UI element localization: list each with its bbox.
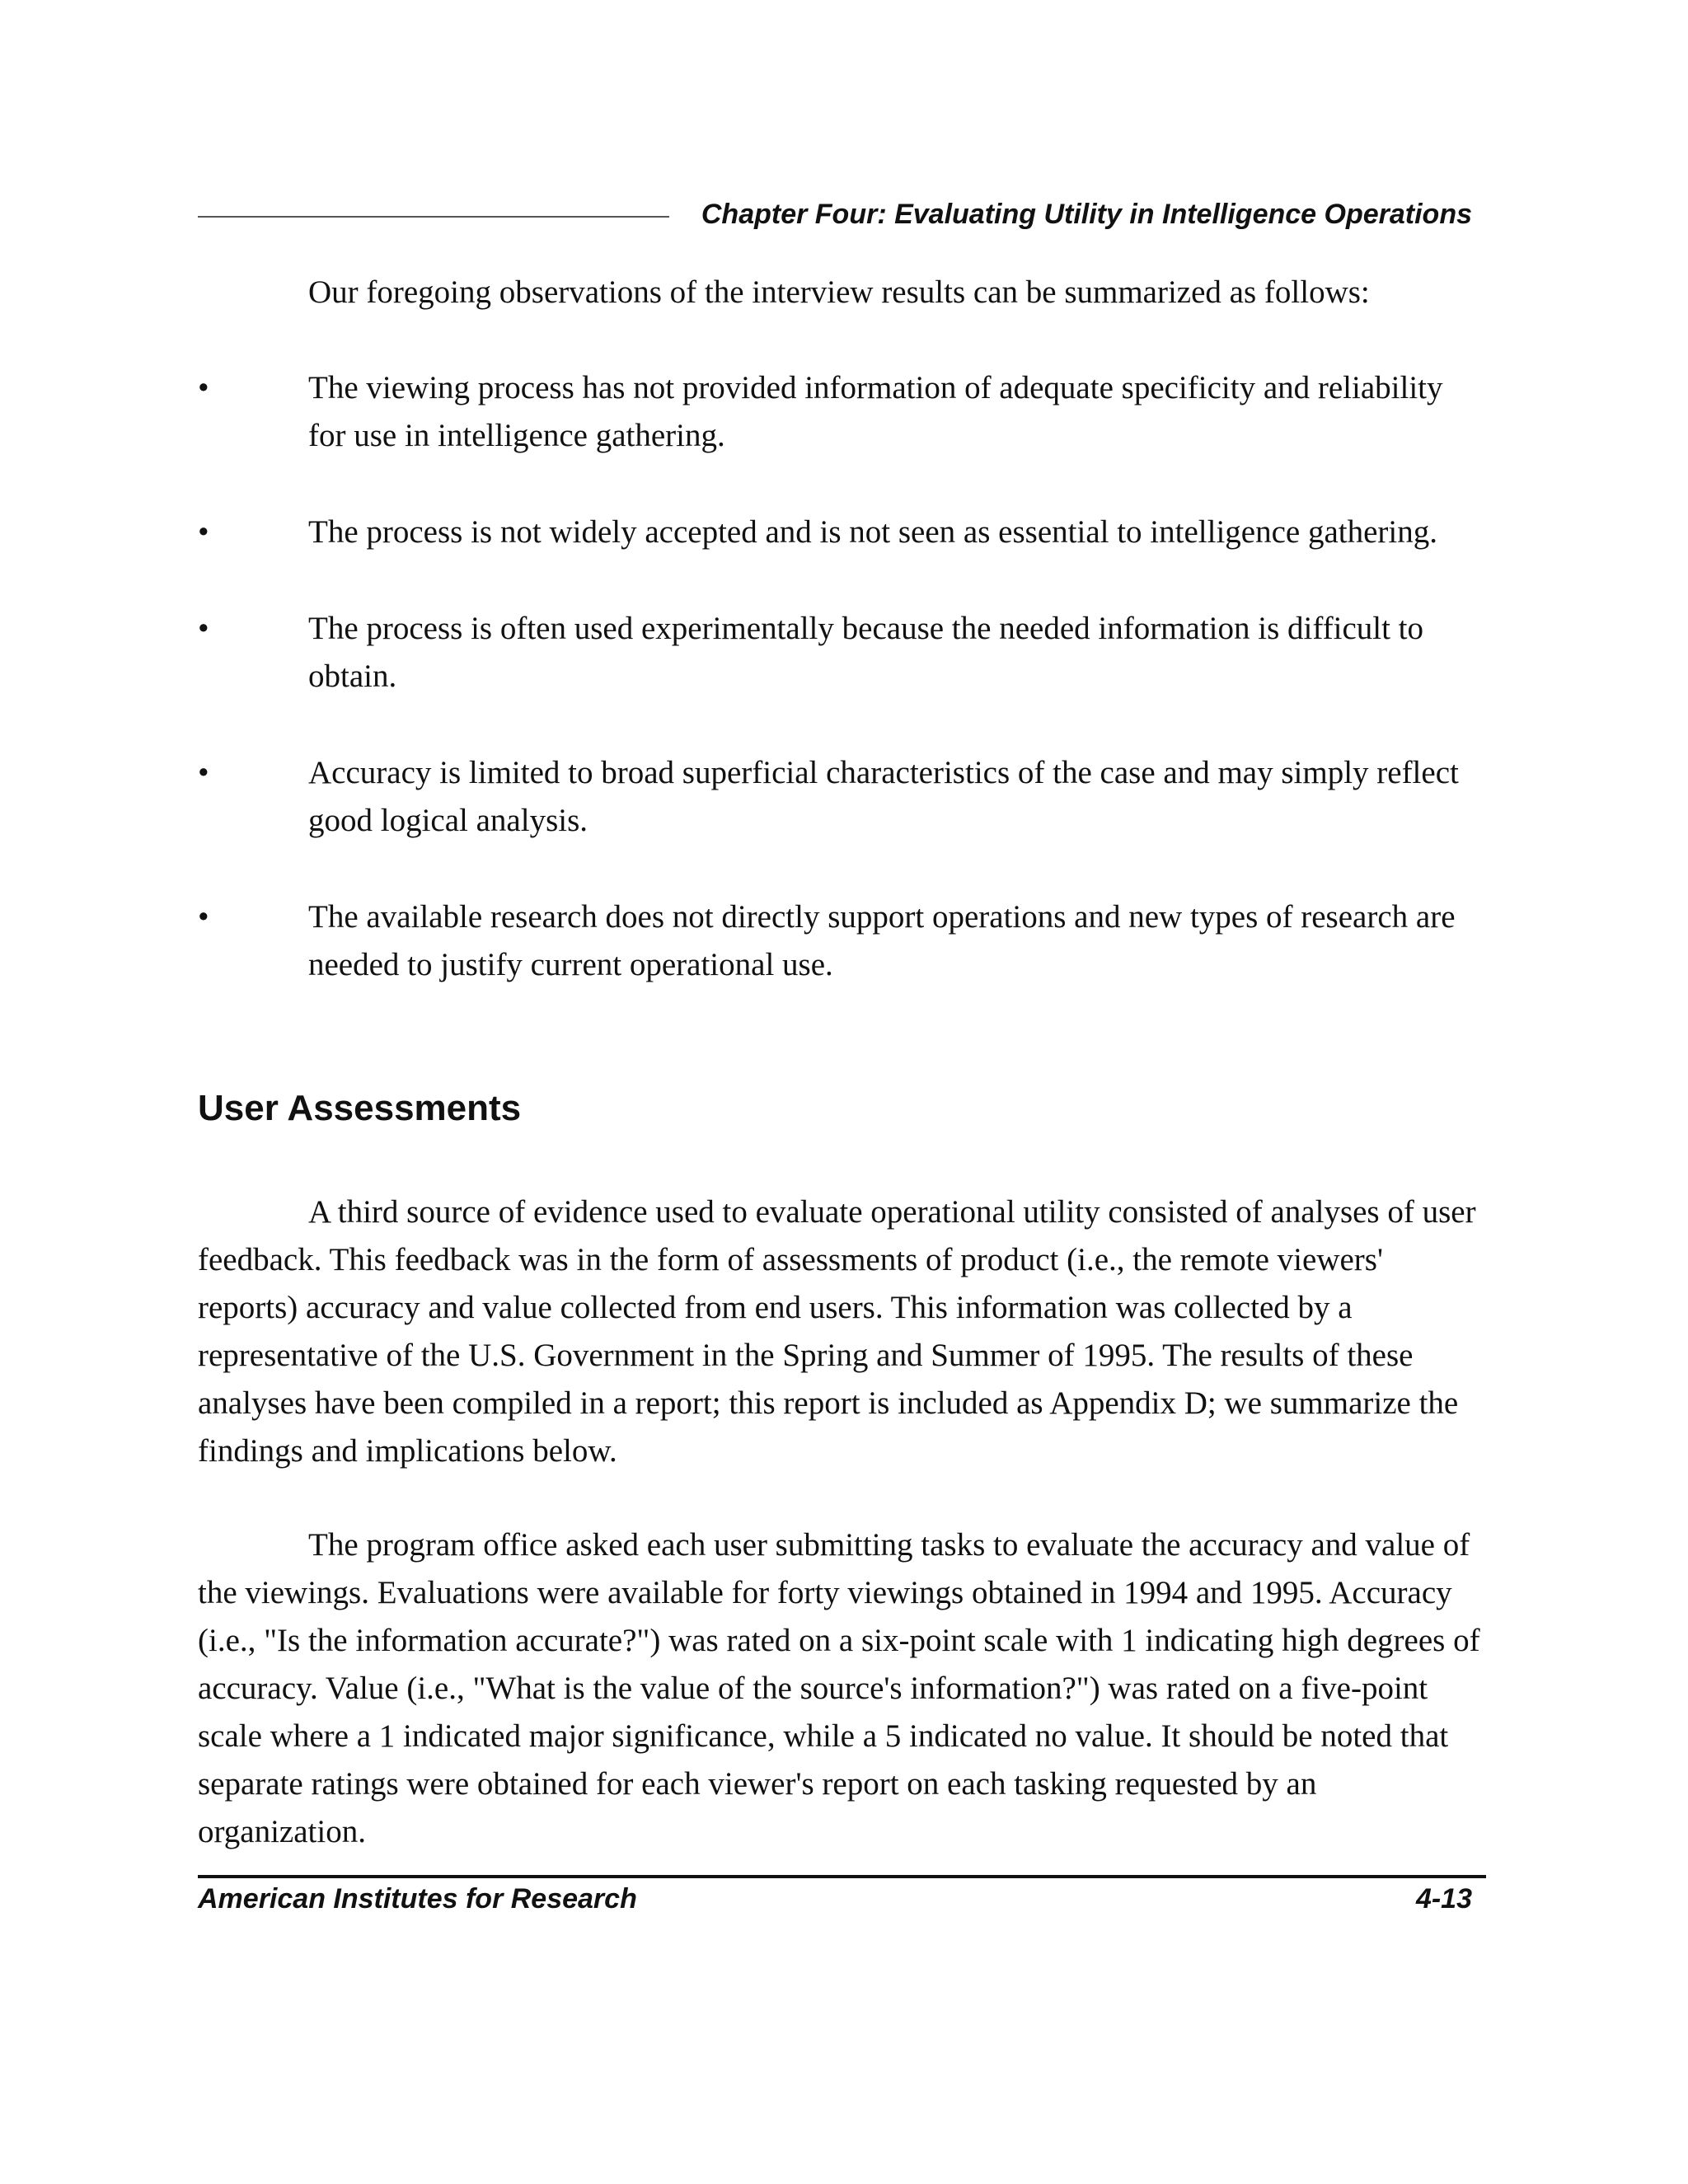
bullet-icon: • bbox=[198, 611, 209, 646]
footer-rule bbox=[198, 1875, 1486, 1878]
bullet-text: The process is not widely accepted and is not seen as essential to intelligence gathering. bbox=[308, 514, 1437, 550]
bullet-icon: • bbox=[198, 899, 209, 935]
bullet-item bbox=[198, 893, 1484, 989]
bullet-item bbox=[198, 605, 1484, 701]
page-number: 4-13 bbox=[1415, 1883, 1472, 1915]
bullet-text: The available research does not directly support operations and new types of research are needed to justify current operational use. bbox=[308, 899, 1456, 982]
bullet-item bbox=[198, 749, 1484, 845]
bullet-icon: • bbox=[198, 514, 209, 550]
intro-sentence: Our foregoing observations of the interview results can be summarized as follows: bbox=[308, 274, 1370, 310]
bullet-text: Accuracy is limited to broad superficial characteristics of the case and may simply reflect good logical analysis. bbox=[308, 755, 1459, 838]
footer-organization: American Institutes for Research bbox=[198, 1883, 637, 1915]
bullet-icon: • bbox=[198, 755, 209, 790]
bullet-item bbox=[198, 509, 1484, 556]
header-rule bbox=[198, 216, 669, 218]
bullet-icon: • bbox=[198, 370, 209, 405]
body-paragraph: The program office asked each user submitting tasks to evaluate the accuracy and value of the viewings. Evaluations were available for forty viewings obtained in 1994 and 1995. Accuracy (i.e., "Is the information accurate?") was rated on a six-point scale with 1 indicating high degrees of accuracy. Value (i.e., "What is the value of the source's information?") was rated on a five-point scale where a 1 indicated major significance, while a 5 indicated no value. It should be noted that separate ratings were obtained for each viewer's report on each tasking requested by an organization. bbox=[198, 1527, 1480, 1849]
bullet-text: The viewing process has not provided information of adequate specificity and reliability for use in intelligence gathering. bbox=[308, 370, 1443, 453]
bullet-text: The process is often used experimentally because the needed information is difficult to obtain. bbox=[308, 611, 1424, 694]
section-heading: User Assessments bbox=[198, 1088, 522, 1128]
bullet-item bbox=[198, 364, 1484, 460]
summary-bullet-list bbox=[198, 364, 1484, 1038]
chapter-header-title: Chapter Four: Evaluating Utility in Intelligence Operations bbox=[701, 199, 1472, 230]
body-paragraph: A third source of evidence used to evaluate operational utility consisted of analyses of user feedback. This feedback was in the form of assessments of product (i.e., the remote viewers' reports) accuracy and value collected from end users. This information was collected by a representative of the U.S. Government in the Spring and Summer of 1995. The results of these analyses have been compiled in a report; this report is included as Appendix D; we summarize the findings and implications below. bbox=[198, 1194, 1476, 1469]
